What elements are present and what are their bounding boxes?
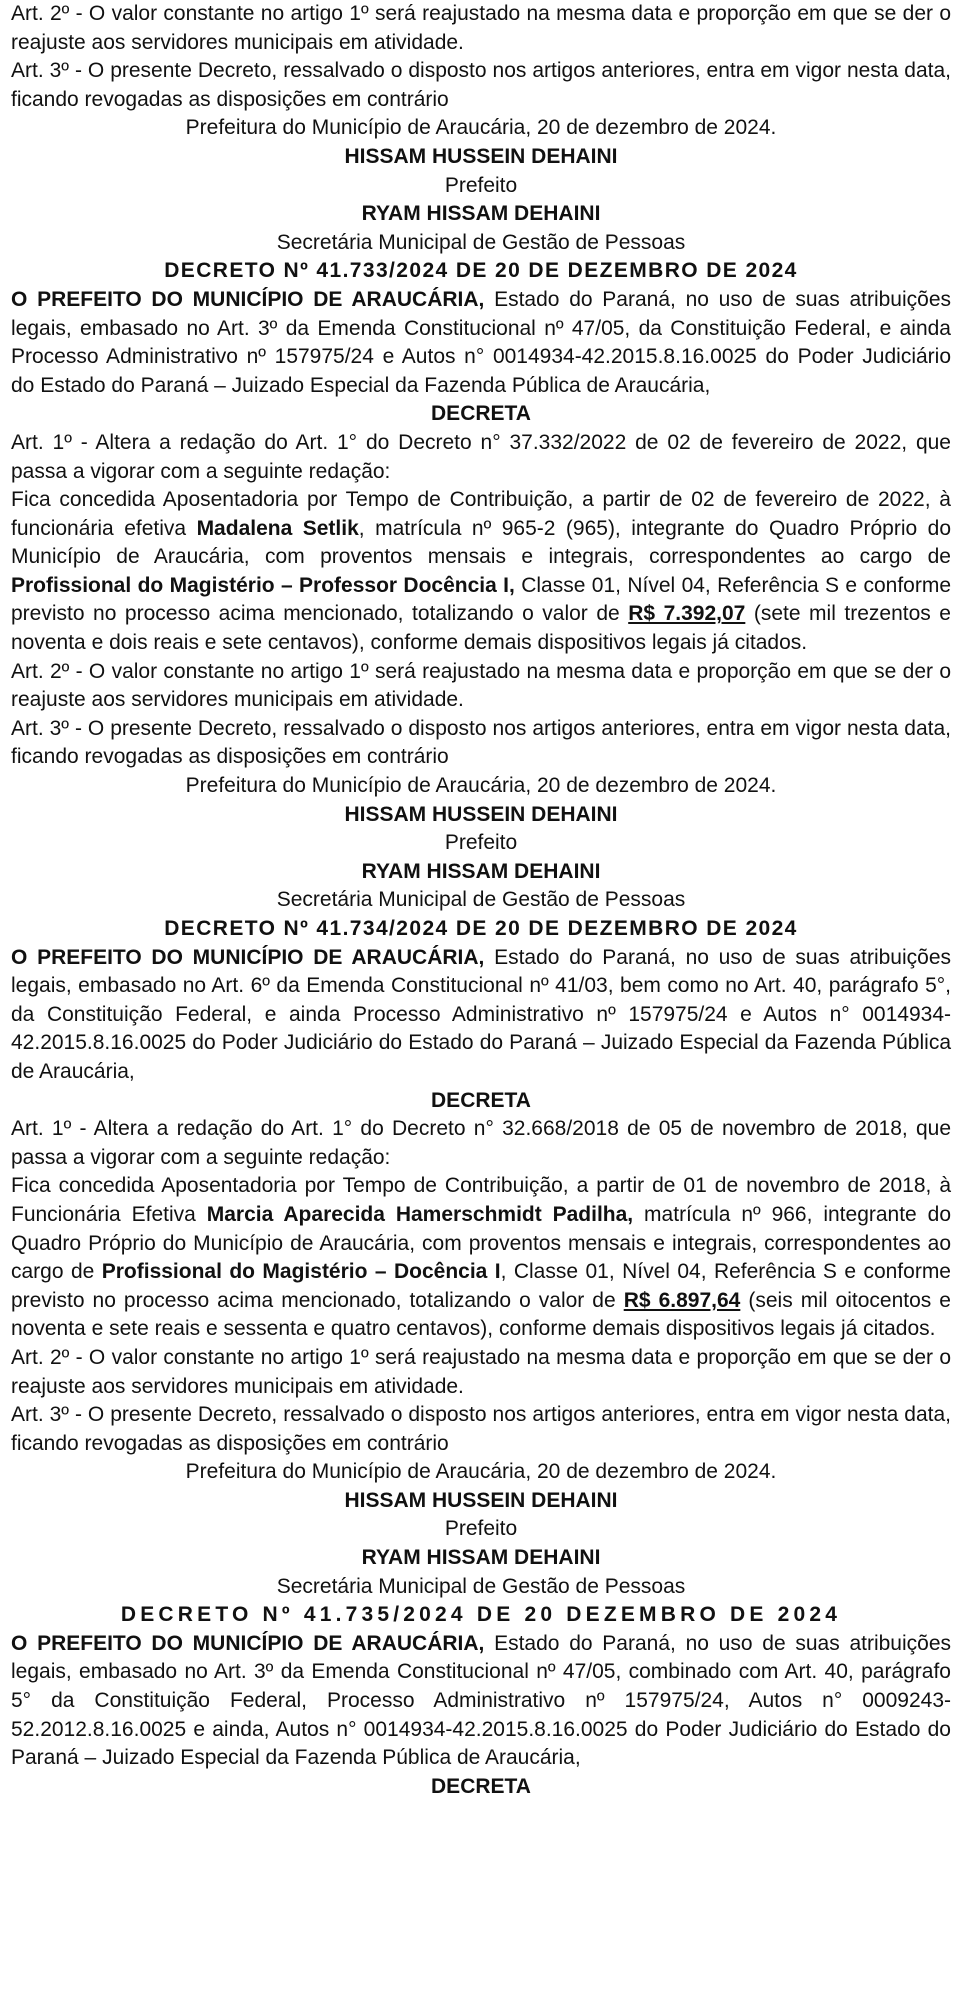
preamble-authority: O PREFEITO DO MUNICÍPIO DE ARAUCÁRIA,	[11, 945, 485, 969]
body-text: Fica concedida Aposentadoria por Tempo de Contribuição, a partir de 02 de fevereiro de 2022, à funcionária efetiva	[11, 488, 951, 540]
art3-paragraph: Art. 3º - O presente Decreto, ressalvado o disposto nos artigos anteriores, entra em vigor nesta data, ficando revogadas as disposições em contrário	[11, 1403, 951, 1455]
art2-paragraph: Art. 2º - O valor constante no artigo 1º será reajustado na mesma data e proporção em que se der o reajuste aos servidores municipais em atividade.	[11, 2, 951, 54]
secretary-name: RYAM HISSAM DEHAINI	[361, 202, 601, 226]
position-title: Profissional do Magistério – Docência I	[101, 1260, 501, 1284]
art2-paragraph: Art. 2º - O valor constante no artigo 1º será reajustado na mesma data e proporção em que se der o reajuste aos servidores municipais em atividade.	[11, 1345, 951, 1398]
decreta-heading: DECRETA	[431, 1774, 531, 1798]
pension-value: R$ 6.897,64	[623, 1288, 741, 1312]
preamble-text: Estado do Paraná, no uso de suas atribuições legais, embasado no Art. 3º da Emenda Constitucional nº 47/05, da Constituição Federal, e ainda Processo Administrativo nº 157975/24 e Autos n° 0014934-42.2015.8.16.0025 do Poder Judiciário do Estado do Paraná – Juizado Especial da Fazenda Pública de Araucária,	[11, 287, 952, 397]
preamble-authority: O PREFEITO DO MUNICÍPIO DE ARAUCÁRIA,	[11, 1631, 485, 1655]
secretary-role: Secretária Municipal de Gestão de Pessoas	[276, 888, 686, 912]
body-text: (seis mil oitocentos e noventa e sete reais e sessenta e quatro centavos), conforme demais dispositivos legais já citados.	[11, 1288, 951, 1341]
decree-preamble	[11, 1630, 951, 1773]
decreta-heading: DECRETA	[431, 1088, 531, 1112]
pension-value: R$ 7.392,07	[628, 602, 746, 626]
preamble-text: Estado do Paraná, no uso de suas atribuições legais, embasado no Art. 3º da Emenda Constitucional nº 47/05, combinado com Art. 40, parágrafo 5° da Constituição Federal, Processo Administrativo nº 157975/24, Autos n° 0009243-52.2012.8.16.0025 e ainda, Autos n° 0014934-42.2015.8.16.0025 do Poder Judiciário do Estado do Paraná – Juizado Especial da Fazenda Pública de Araucária,	[11, 1631, 952, 1770]
decree-title: DECRETO Nº 41.735/2024 DE 20 DEZEMBRO DE 2024	[120, 1603, 842, 1627]
secretary-role: Secretária Municipal de Gestão de Pessoas	[276, 1574, 686, 1598]
decreta-heading: DECRETA	[431, 402, 531, 426]
body-text: , matrícula nº 965-2 (965), integrante do Quadro Próprio do Município de Araucária, com proventos mensais e integrais, correspondentes ao cargo de	[11, 516, 952, 569]
decree-preamble	[11, 944, 951, 1087]
retirement-paragraph	[11, 1172, 951, 1344]
body-text: Fica concedida Aposentadoria por Tempo de Contribuição, a partir de 01 de novembro de 2018, à Funcionária Efetiva	[11, 1174, 951, 1226]
position-title: Profissional do Magistério – Professor Docência I,	[11, 573, 515, 597]
decree-title: DECRETO Nº 41.734/2024 DE 20 DE DEZEMBRO DE 2024	[164, 917, 798, 940]
secretary-name: RYAM HISSAM DEHAINI	[361, 1546, 601, 1570]
art1-paragraph: Art. 1º - Altera a redação do Art. 1° do Decreto n° 32.668/2018 de 05 de novembro de 2018, que passa a vigorar com a seguinte redação:	[11, 1117, 951, 1169]
mayor-role: Prefeito	[444, 1517, 518, 1541]
mayor-role: Prefeito	[444, 831, 518, 855]
secretary-name: RYAM HISSAM DEHAINI	[361, 859, 601, 883]
place-date: Prefeitura do Município de Araucária, 20 de dezembro de 2024.	[185, 116, 777, 140]
preamble-authority: O PREFEITO DO MUNICÍPIO DE ARAUCÁRIA,	[11, 287, 485, 311]
body-text: (sete mil trezentos e noventa e dois reais e sete centavos), conforme demais dispositivos legais já citados.	[11, 602, 951, 655]
art1-paragraph: Art. 1º - Altera a redação do Art. 1° do Decreto n° 37.332/2022 de 02 de fevereiro de 2022, que passa a vigorar com a seguinte redação:	[11, 430, 951, 483]
body-text: matrícula nº 966, integrante do Quadro Próprio do Município de Araucária, com proventos mensais e integrais, correspondentes ao cargo de	[11, 1202, 951, 1284]
mayor-name: HISSAM HUSSEIN DEHAINI	[344, 144, 618, 168]
decree-preamble	[11, 286, 951, 400]
secretary-role: Secretária Municipal de Gestão de Pessoas	[276, 230, 686, 254]
place-date: Prefeitura do Município de Araucária, 20 de dezembro de 2024.	[185, 774, 777, 798]
decree-title: DECRETO Nº 41.733/2024 DE 20 DE DEZEMBRO DE 2024	[164, 259, 798, 283]
employee-name: Marcia Aparecida Hamerschmidt Padilha,	[206, 1202, 634, 1226]
body-text: , Classe 01, Nível 04, Referência S e conforme previsto no processo acima mencionado, totalizando o valor de	[11, 1260, 951, 1312]
place-date: Prefeitura do Município de Araucária, 20 de dezembro de 2024.	[185, 1460, 777, 1484]
employee-name: Madalena Setlik	[196, 516, 359, 540]
mayor-name: HISSAM HUSSEIN DEHAINI	[344, 802, 618, 826]
body-text: Classe 01, Nível 04, Referência S e conforme previsto no processo acima mencionado, totalizando o valor de	[11, 573, 952, 626]
mayor-role: Prefeito	[444, 173, 518, 197]
preamble-text: Estado do Paraná, no uso de suas atribuições legais, embasado no Art. 6º da Emenda Constitucional nº 41/03, bem como no Art. 40, parágrafo 5°, da Constituição Federal, e ainda Processo Administrativo nº 157975/24 e Autos n° 0014934-42.2015.8.16.0025 do Poder Judiciário do Estado do Paraná – Juizado Especial da Fazenda Pública de Araucária,	[11, 945, 952, 1083]
art3-paragraph: Art. 3º - O presente Decreto, ressalvado o disposto nos artigos anteriores, entra em vigor nesta data, ficando revogadas as disposições em contrário	[11, 59, 951, 111]
mayor-name: HISSAM HUSSEIN DEHAINI	[344, 1488, 618, 1512]
art2-paragraph: Art. 2º - O valor constante no artigo 1º será reajustado na mesma data e proporção em que se der o reajuste aos servidores municipais em atividade.	[11, 659, 951, 712]
art3-paragraph: Art. 3º - O presente Decreto, ressalvado o disposto nos artigos anteriores, entra em vigor nesta data, ficando revogadas as disposições em contrário	[11, 716, 951, 769]
retirement-paragraph	[11, 486, 951, 658]
